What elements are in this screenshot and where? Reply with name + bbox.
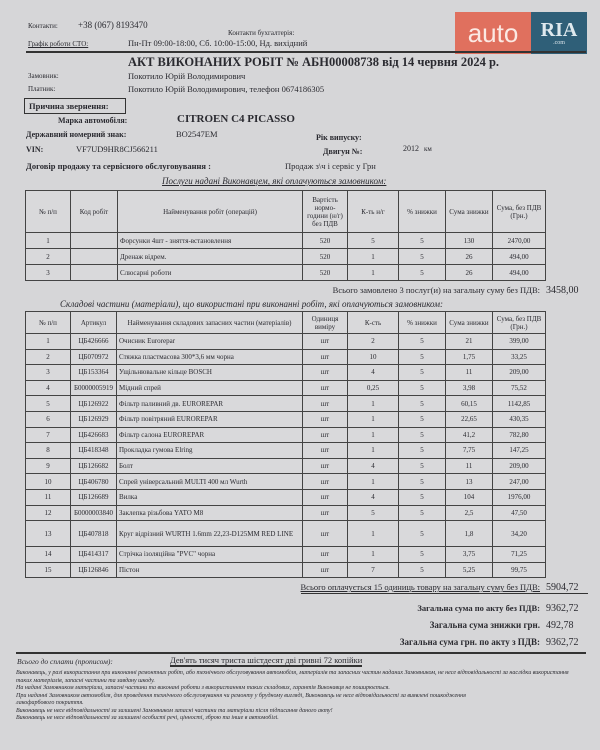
table-cell: 5: [399, 365, 446, 381]
table-cell: [71, 265, 118, 281]
col-discount-sum: Сума знижки: [446, 191, 493, 233]
table-cell: 5: [348, 233, 399, 249]
logo-auto: auto: [455, 12, 531, 54]
table-cell: 520: [303, 233, 348, 249]
table-cell: 1142,85: [493, 396, 546, 412]
table-row: [26, 365, 546, 381]
table-cell: 782,80: [493, 427, 546, 443]
table-cell: 247,00: [493, 474, 546, 490]
table-cell: 41,2: [446, 427, 493, 443]
table-cell: 1: [348, 547, 399, 563]
table-cell: [71, 233, 118, 249]
col-number: № п/п: [26, 312, 71, 334]
col-unit: Одиниця виміру: [303, 312, 348, 334]
table-cell: 399,00: [493, 334, 546, 350]
col-sum: Сума, без ПДВ (Грн.): [493, 312, 546, 334]
col-name: Найменування складових запасних частин (матеріалів): [117, 312, 303, 334]
table-cell: 8: [26, 443, 71, 459]
parts-table: [25, 311, 546, 578]
table-cell: Форсунки 4шт - зняття-встановлення: [118, 233, 303, 249]
col-article: Артикул: [71, 312, 117, 334]
services-table: [25, 190, 546, 281]
table-cell: Фільтр повітряний EUROREPAR: [117, 411, 303, 427]
table-cell: 2: [348, 334, 399, 350]
table-cell: 209,00: [493, 365, 546, 381]
table-cell: 5: [399, 505, 446, 521]
table-cell: 5: [399, 474, 446, 490]
table-cell: 99,75: [493, 562, 546, 578]
table-row: [26, 233, 546, 249]
table-cell: Вилка: [117, 489, 303, 505]
table-cell: 10: [348, 349, 399, 365]
parts-header-row: [26, 312, 546, 334]
col-rate: Вартість нормо-години (н/г) без ПДВ: [303, 191, 348, 233]
table-cell: шт: [303, 396, 348, 412]
table-cell: 4: [348, 458, 399, 474]
table-cell: 33,25: [493, 349, 546, 365]
table-cell: 209,00: [493, 458, 546, 474]
table-cell: 1: [348, 474, 399, 490]
table-cell: 11: [446, 458, 493, 474]
table-cell: 3,98: [446, 380, 493, 396]
table-cell: Слюсарні роботи: [118, 265, 303, 281]
table-cell: 1976,00: [493, 489, 546, 505]
table-cell: 2470,00: [493, 233, 546, 249]
table-cell: 1: [348, 411, 399, 427]
col-discount-pct: % знижки: [399, 191, 446, 233]
year-label: Рік випуску:: [316, 133, 362, 142]
car-brand: CITROEN C4 PICASSO: [177, 113, 295, 125]
table-cell: 13: [26, 521, 71, 547]
table-cell: 7: [348, 562, 399, 578]
services-total-label: Всього замовлено 3 послуг(и) на загальну суму без ПДВ:: [332, 285, 540, 295]
table-cell: 5: [399, 249, 446, 265]
table-cell: ЦБ126689: [71, 489, 117, 505]
reason-label: Причина звернення:: [24, 98, 126, 114]
table-cell: 1: [348, 427, 399, 443]
amount-words-label: Всього до сплати (прописом):: [17, 657, 113, 666]
table-cell: шт: [303, 547, 348, 563]
table-row: [26, 349, 546, 365]
table-cell: 7,75: [446, 443, 493, 459]
document-title: АКТ ВИКОНАНИХ РОБІТ № АБН00008738 від 14 червня 2024 р.: [128, 55, 500, 69]
table-row: [26, 334, 546, 350]
col-discount-sum: Сума знижки: [446, 312, 493, 334]
sum-vat-label: Загальна сума грн. по акту з ПДВ:: [399, 637, 540, 647]
note: На надані Замовником матеріали, запасні частини та виконані роботи з використанням таких складових, гарантія Виконавця не поширюється.: [16, 685, 390, 691]
table-cell: 3,75: [446, 547, 493, 563]
table-cell: 5: [399, 458, 446, 474]
table-cell: Стяжка пластмасова 300*3,6 мм чорна: [117, 349, 303, 365]
table-cell: 15: [26, 562, 71, 578]
table-cell: 1: [348, 249, 399, 265]
car-plate: BO2547EM: [176, 129, 218, 139]
discount: 492,78: [546, 620, 574, 631]
table-row: [26, 443, 546, 459]
table-cell: 10: [26, 474, 71, 490]
table-row: [26, 562, 546, 578]
table-cell: 11: [446, 365, 493, 381]
note: При наданні Замовником автомобіля, для проведення технічного обслуговування чи ремонту у брудному вигляді, Виконавець не несе відповідальності за виявлені пошкодження лакофарбового покриття.: [16, 692, 466, 706]
table-cell: Пістон: [117, 562, 303, 578]
table-row: [26, 458, 546, 474]
table-cell: 1: [26, 233, 71, 249]
schedule: Пн-Пт 09:00-18:00, Сб. 10:00-15:00, Нд. вихідний: [128, 38, 308, 48]
note: Виконавець, у разі використання при виконанні ремонтних робіт, або технічного обслуговування автомобіля, матеріалів та запасних частин наданих Замовником, не несе відповідальності за наслідки використання таких матеріалів, запасні частини та завдану шкоду.: [16, 670, 569, 684]
table-cell: 9: [26, 458, 71, 474]
accounting-label: Контакти бухгалтерія:: [228, 29, 295, 37]
payer-label: Платник:: [28, 85, 56, 93]
table-cell: Фільтр паливний дв. EUROREPAR: [117, 396, 303, 412]
engine-label: Двигун №:: [323, 147, 363, 156]
col-hours: К-ть н/г: [348, 191, 399, 233]
parts-caption: Складові частини (матеріали), що використані при виконанні робіт, які оплачуються замовником:: [60, 299, 443, 309]
table-cell: 75,52: [493, 380, 546, 396]
services-total-row: [333, 285, 588, 296]
services-total-value: 3458,00: [546, 285, 579, 296]
table-row: [26, 547, 546, 563]
table-cell: 60,15: [446, 396, 493, 412]
table-cell: 430,35: [493, 411, 546, 427]
table-cell: 1: [348, 265, 399, 281]
autoria-logo: [455, 12, 587, 54]
table-row: [26, 427, 546, 443]
table-cell: шт: [303, 505, 348, 521]
table-cell: 1,8: [446, 521, 493, 547]
table-cell: 1: [26, 334, 71, 350]
table-cell: 22,65: [446, 411, 493, 427]
table-cell: ЦБ126846: [71, 562, 117, 578]
sum-no-vat: 9362,72: [546, 603, 579, 614]
table-cell: 4: [26, 380, 71, 396]
table-cell: 4: [348, 489, 399, 505]
note: Виконавець не несе відповідальності за залишені Замовником запасні частини та матеріали після підписання даного акту!: [16, 707, 333, 714]
vin: VF7UD9HR8CJ566211: [76, 144, 158, 154]
table-cell: ЦБ126929: [71, 411, 117, 427]
customer: Покотило Юрій Володимирович: [128, 71, 246, 81]
vin-label: VIN:: [26, 145, 44, 154]
table-cell: 5: [399, 521, 446, 547]
table-cell: 5: [399, 489, 446, 505]
sum-no-vat-label: Загальна сума по акту без ПДВ:: [417, 603, 540, 613]
table-cell: Заклепка різьбова YATO M8: [117, 505, 303, 521]
table-cell: 5,25: [446, 562, 493, 578]
table-cell: 1: [348, 396, 399, 412]
table-cell: шт: [303, 365, 348, 381]
table-cell: 3: [26, 265, 71, 281]
table-row: [26, 521, 546, 547]
plate-label: Державний номерний знак:: [26, 130, 127, 139]
table-cell: 4: [348, 365, 399, 381]
sum-vat: 9362,72: [546, 637, 579, 648]
contract-label: Договір продажу та сервісного обслуговування :: [26, 161, 211, 171]
table-cell: шт: [303, 411, 348, 427]
table-cell: ЦБ426666: [71, 334, 117, 350]
schedule-label: Графік роботи СТО:: [28, 40, 89, 48]
note: Виконавець не несе відповідальності за залишені особисті речі, цінності, зброю та інше в автомобілі.: [16, 715, 279, 721]
table-cell: Ущільнювальне кільце BOSCH: [117, 365, 303, 381]
table-cell: шт: [303, 334, 348, 350]
services-caption: Послуги надані Виконавцем, які оплачуються замовником:: [162, 176, 387, 186]
table-cell: 21: [446, 334, 493, 350]
table-cell: шт: [303, 427, 348, 443]
table-cell: Спрей універсальний MULTI 400 мл Wurth: [117, 474, 303, 490]
col-number: № п/п: [26, 191, 71, 233]
table-cell: шт: [303, 349, 348, 365]
table-cell: 104: [446, 489, 493, 505]
table-row: [26, 411, 546, 427]
table-cell: Круг відрізний WURTH 1.6mm 22,23-D125MM RED LINE: [117, 521, 303, 547]
table-cell: Стрічка ізоляційна "PVC" чорна: [117, 547, 303, 563]
col-sum: Сума, без ПДВ (Грн.): [493, 191, 546, 233]
table-cell: 1,75: [446, 349, 493, 365]
table-cell: 520: [303, 265, 348, 281]
table-cell: шт: [303, 489, 348, 505]
table-row: [26, 380, 546, 396]
table-cell: 1: [348, 443, 399, 459]
amount-words: Дев'ять тисяч триста шістдесят дві гривні 72 копійки: [170, 655, 363, 665]
table-cell: 2: [26, 249, 71, 265]
table-cell: 26: [446, 249, 493, 265]
table-row: [26, 249, 546, 265]
table-cell: ЦБ407818: [71, 521, 117, 547]
table-cell: 5: [399, 349, 446, 365]
table-cell: 34,20: [493, 521, 546, 547]
table-cell: 5: [26, 396, 71, 412]
table-cell: 5: [348, 505, 399, 521]
table-cell: 11: [26, 489, 71, 505]
divider: [26, 51, 586, 53]
table-row: [26, 505, 546, 521]
logo-ria-text: RIA: [540, 19, 578, 41]
table-cell: шт: [303, 474, 348, 490]
table-row: [26, 474, 546, 490]
table-cell: Прокладка гумова Elring: [117, 443, 303, 459]
year: 2012: [403, 144, 419, 153]
table-cell: 3: [26, 365, 71, 381]
table-cell: шт: [303, 458, 348, 474]
table-cell: ЦБ126682: [71, 458, 117, 474]
table-cell: ЦБ414317: [71, 547, 117, 563]
table-cell: шт: [303, 443, 348, 459]
table-row: [26, 396, 546, 412]
table-cell: 0,25: [348, 380, 399, 396]
table-cell: Очисник Eurorepar: [117, 334, 303, 350]
parts-total-row: [301, 582, 589, 594]
table-cell: Дренаж відрем.: [118, 249, 303, 265]
divider: [16, 652, 586, 654]
table-cell: 26: [446, 265, 493, 281]
table-cell: шт: [303, 562, 348, 578]
table-cell: Мідний спрей: [117, 380, 303, 396]
table-cell: 6: [26, 411, 71, 427]
discount-label: Загальна сума знижки грн.: [429, 620, 540, 630]
table-cell: 1: [348, 521, 399, 547]
table-cell: ЦБ153364: [71, 365, 117, 381]
table-cell: 5: [399, 396, 446, 412]
table-cell: 494,00: [493, 265, 546, 281]
table-cell: ЦБ426683: [71, 427, 117, 443]
table-cell: 520: [303, 249, 348, 265]
logo-com: .com: [553, 40, 565, 46]
table-cell: 130: [446, 233, 493, 249]
col-qty: К-сть: [348, 312, 399, 334]
table-cell: 7: [26, 427, 71, 443]
table-cell: 5: [399, 233, 446, 249]
table-cell: 5: [399, 334, 446, 350]
customer-label: Замовник:: [28, 72, 59, 80]
table-cell: 12: [26, 505, 71, 521]
notes: [16, 670, 586, 723]
table-cell: 5: [399, 443, 446, 459]
contacts-label: Контакти:: [28, 22, 58, 30]
table-cell: 47,50: [493, 505, 546, 521]
table-cell: 5: [399, 411, 446, 427]
table-cell: 5: [399, 547, 446, 563]
table-cell: 5: [399, 562, 446, 578]
table-cell: шт: [303, 521, 348, 547]
table-cell: 494,00: [493, 249, 546, 265]
table-cell: 13: [446, 474, 493, 490]
table-cell: [71, 249, 118, 265]
table-cell: 71,25: [493, 547, 546, 563]
brand-label: Марка автомобіля:: [58, 116, 128, 125]
table-cell: 5: [399, 380, 446, 396]
table-cell: 14: [26, 547, 71, 563]
col-name: Найменування робіт (операцій): [118, 191, 303, 233]
table-cell: Б0000005919: [71, 380, 117, 396]
table-cell: ЦБ406780: [71, 474, 117, 490]
table-cell: шт: [303, 380, 348, 396]
contacts-phone: +38 (067) 8193470: [78, 20, 148, 30]
payer: Покотило Юрій Володимирович, телефон 0674186305: [128, 84, 325, 94]
col-code: Код робіт: [71, 191, 118, 233]
table-cell: 5: [399, 265, 446, 281]
parts-total-label: Всього оплачується 15 одиниць товару на загальну суму без ПДВ:: [300, 582, 540, 592]
contract: Продаж з\ч і сервіс у Грн: [285, 161, 376, 171]
discount-row: [430, 620, 588, 631]
services-header-row: [26, 191, 546, 233]
sum-vat-row: [400, 637, 588, 648]
sum-no-vat-row: [417, 603, 588, 614]
col-discount-pct: % знижки: [399, 312, 446, 334]
table-cell: Б0000003840: [71, 505, 117, 521]
table-cell: 147,25: [493, 443, 546, 459]
km-label: км: [424, 145, 432, 153]
table-cell: Болт: [117, 458, 303, 474]
table-cell: 2: [26, 349, 71, 365]
table-cell: ЦБ418348: [71, 443, 117, 459]
logo-ria: [531, 12, 587, 54]
table-row: [26, 265, 546, 281]
table-cell: 2,5: [446, 505, 493, 521]
table-cell: ЦБ070972: [71, 349, 117, 365]
table-cell: Фільтр салона EUROREPAR: [117, 427, 303, 443]
table-row: [26, 489, 546, 505]
table-cell: ЦБ126922: [71, 396, 117, 412]
parts-total-value: 5904,72: [546, 582, 579, 593]
table-cell: 5: [399, 427, 446, 443]
